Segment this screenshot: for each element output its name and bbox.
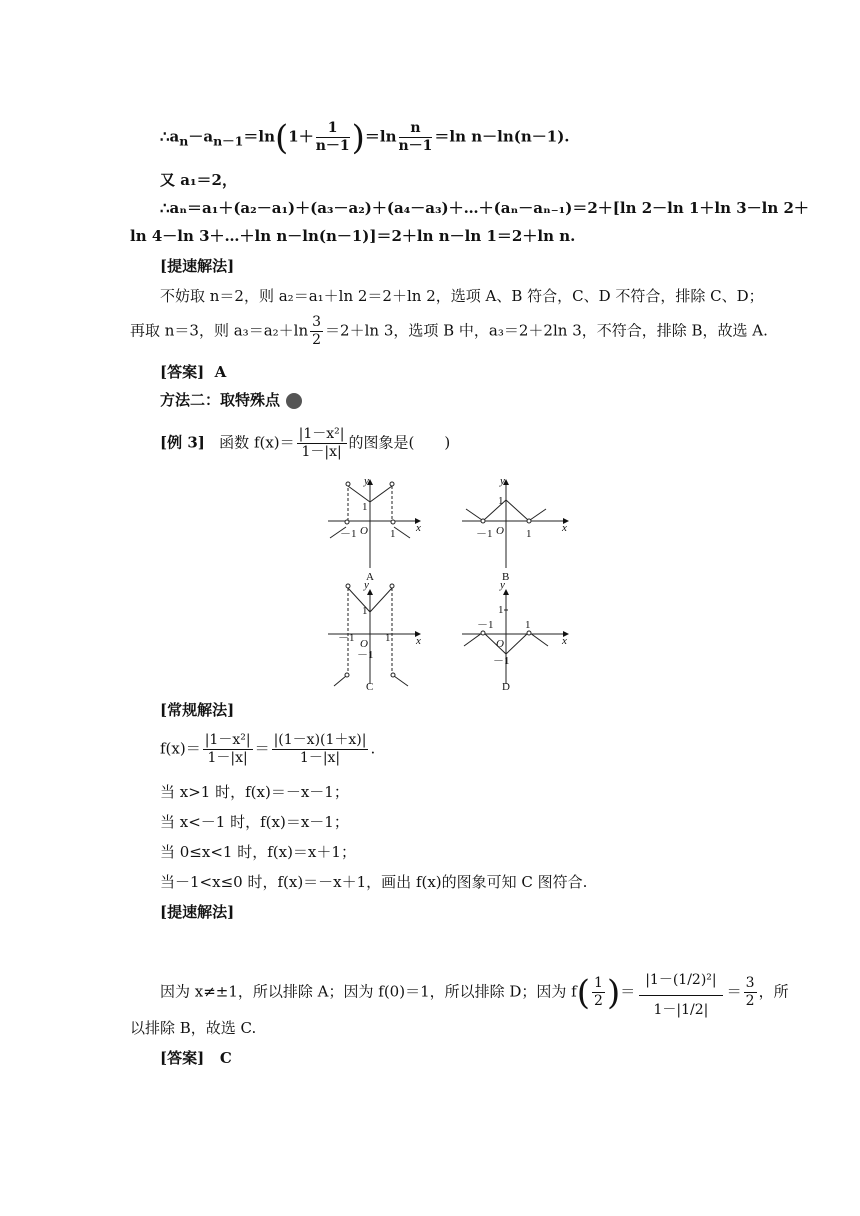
sub-n: n bbox=[179, 133, 189, 149]
graph-c-x-label: x bbox=[416, 635, 421, 647]
text-eq-ln-2: ＝ln bbox=[364, 127, 397, 146]
graph-d-y-label: y bbox=[500, 579, 505, 591]
quick-1-line-2 bbox=[130, 314, 768, 349]
graph-a-neg-one: －1 bbox=[340, 528, 357, 540]
case-3: 当 0≤x<1 时，f(x)＝x＋1； bbox=[160, 843, 356, 861]
frac-num: 1 bbox=[594, 975, 603, 991]
graph-b-y-label: y bbox=[500, 475, 505, 487]
graph-c-origin: O bbox=[360, 638, 368, 650]
frac-den: 1－|x| bbox=[207, 750, 248, 766]
text-pre: f(x)＝ bbox=[160, 739, 201, 758]
frac-num: |1－x²| bbox=[204, 732, 251, 748]
quick-2-line-1 bbox=[160, 966, 789, 1019]
graph-c-y-label: y bbox=[364, 579, 369, 591]
text-tail: 的图象是( ) bbox=[348, 433, 451, 452]
text-tail: ＝2＋ln 3，选项 B 中，a₃＝2＋2ln 3，不符合，排除 B，故选 A. bbox=[325, 321, 768, 340]
graph-b-y-one: 1 bbox=[498, 495, 504, 507]
graph-c-x-one: 1 bbox=[385, 632, 391, 644]
graph-a-origin: O bbox=[360, 525, 368, 537]
heading-quick-2: [提速解法] bbox=[160, 903, 235, 921]
case-1: 当 x>1 时，f(x)＝－x－1； bbox=[160, 783, 349, 801]
graph-d bbox=[462, 590, 568, 684]
graph-b-origin: O bbox=[496, 525, 504, 537]
graph-b bbox=[462, 480, 568, 568]
text-eq: ＝ bbox=[620, 982, 636, 1001]
frac-den: 2 bbox=[594, 993, 603, 1009]
method-2-text: 方法二：取特殊点 bbox=[160, 391, 281, 409]
sub-n-1: n－1 bbox=[213, 133, 244, 149]
text-a: ∴a bbox=[160, 127, 180, 146]
line-sum-cont: ln 4－ln 3＋…＋ln n－ln(n－1)]＝2＋ln n－ln 1＝2＋ln n. bbox=[130, 227, 576, 245]
fraction-1-over-n-1 bbox=[316, 120, 350, 155]
fraction-1 bbox=[203, 732, 253, 767]
graph-c-caption: C bbox=[366, 681, 374, 693]
text-eq-2: ＝ bbox=[726, 982, 742, 1001]
frac-den: 2 bbox=[745, 993, 755, 1009]
graph-d-x-one: 1 bbox=[525, 619, 531, 631]
graph-a-caption: A bbox=[366, 571, 374, 583]
fraction-big bbox=[639, 966, 722, 1019]
frac-den: n－1 bbox=[398, 138, 433, 154]
text-pre: 函数 f(x)＝ bbox=[219, 433, 295, 452]
derivation-line-1 bbox=[160, 117, 570, 158]
answer-value: C bbox=[219, 1049, 232, 1067]
graph-d-origin: O bbox=[496, 638, 504, 650]
left-paren: ( bbox=[275, 117, 289, 158]
graph-c-y-neg-one: －1 bbox=[357, 649, 374, 661]
case-4: 当－1<x≤0 时，f(x)＝－x＋1，画出 f(x)的图象可知 C 图符合. bbox=[160, 873, 588, 891]
right-paren: ) bbox=[606, 972, 621, 1013]
line-sum: ∴aₙ＝a₁＋(a₂－a₁)＋(a₃－a₂)＋(a₄－a₃)＋…＋(aₙ－aₙ₋₁)＝2＋[ln 2－ln 1＋ln 3－ln 2＋ bbox=[160, 199, 809, 217]
line-a1: 又 a₁＝2， bbox=[160, 171, 237, 189]
graph-d-y-one: 1 bbox=[498, 604, 504, 616]
quick-1-line-1: 不妨取 n＝2，则 a₂＝a₁＋ln 2＝2＋ln 2，选项 A、B 符合，C、D 不符合，排除 C、D； bbox=[160, 287, 764, 305]
graph-d-y-neg-one: －1 bbox=[493, 655, 510, 667]
answer-1 bbox=[160, 362, 226, 382]
answer-2 bbox=[160, 1048, 232, 1068]
graph-a-x-label: x bbox=[416, 522, 421, 534]
example-label: [例 3] bbox=[160, 433, 205, 452]
graph-b-x-label: x bbox=[562, 522, 567, 534]
graph-a-x-one: 1 bbox=[390, 528, 396, 540]
left-paren: ( bbox=[576, 972, 591, 1013]
graph-b-caption: B bbox=[502, 571, 510, 583]
graph-b-x-one: 1 bbox=[526, 528, 532, 540]
graph-d-x-label: x bbox=[562, 635, 567, 647]
frac-den: 1－|x| bbox=[299, 750, 341, 766]
text-eq: ＝ bbox=[254, 739, 270, 758]
fraction-3-over-2 bbox=[744, 975, 757, 1010]
graph-a bbox=[328, 480, 420, 568]
case-2: 当 x<－1 时，f(x)＝x－1； bbox=[160, 813, 349, 831]
graph-a-y-one: 1 bbox=[362, 501, 368, 513]
quick-2-line-2: 以排除 B，故选 C. bbox=[130, 1019, 257, 1037]
graph-a-y-label: y bbox=[364, 475, 369, 487]
right-paren: ) bbox=[351, 117, 365, 158]
heading-quick-1: [提速解法] bbox=[160, 257, 235, 275]
frac-num: 1 bbox=[316, 120, 350, 138]
frac-den: 1－|1/2| bbox=[653, 1002, 709, 1018]
fraction-n-over-n-1 bbox=[399, 120, 433, 155]
answer-label: [答案] bbox=[160, 1049, 205, 1067]
graph-c bbox=[328, 584, 420, 686]
frac-num: 3 bbox=[745, 975, 755, 991]
frac-den: 1－|x| bbox=[301, 444, 342, 460]
fraction-f-def bbox=[297, 426, 347, 461]
graph-d-caption: D bbox=[502, 681, 510, 693]
method-2-heading bbox=[160, 390, 302, 410]
fraction-3-over-2 bbox=[310, 314, 323, 349]
text-one-plus: 1＋ bbox=[288, 127, 314, 146]
text-tail: ＝ln n－ln(n－1). bbox=[434, 127, 570, 146]
normal-formula bbox=[160, 732, 375, 767]
frac-num: |(1－x)(1＋x)| bbox=[273, 732, 367, 748]
frac-num: |1－(1/2)²| bbox=[639, 966, 722, 996]
frac-den: n－1 bbox=[315, 138, 350, 154]
graph-d-neg-one: －1 bbox=[477, 619, 494, 631]
answer-value: A bbox=[214, 363, 227, 381]
graph-b-neg-one: －1 bbox=[476, 528, 493, 540]
answer-label: [答案] bbox=[160, 363, 205, 381]
text-pre: 因为 x≠±1，所以排除 A；因为 f(0)＝1，所以排除 D；因为 f bbox=[160, 982, 577, 1001]
fraction-2 bbox=[272, 732, 369, 767]
frac-num: 3 bbox=[312, 314, 322, 330]
frac-num: |1－x²| bbox=[298, 426, 345, 442]
graph-c-y-one: 1 bbox=[362, 605, 368, 617]
text-tail: ，所 bbox=[758, 982, 789, 1001]
frac-num: n bbox=[399, 120, 433, 138]
heading-normal: [常规解法] bbox=[160, 701, 235, 719]
example-3 bbox=[160, 426, 450, 461]
graph-c-neg-one: －1 bbox=[338, 632, 355, 644]
text-eq-ln: ＝ln bbox=[243, 127, 275, 146]
circle-bullet-icon bbox=[286, 393, 302, 409]
text-minus-a: －a bbox=[188, 127, 214, 146]
text-pre: 再取 n＝3，则 a₃＝a₂＋ln bbox=[130, 321, 309, 340]
text-tail: . bbox=[370, 739, 376, 758]
frac-den: 2 bbox=[312, 332, 322, 348]
fraction-half bbox=[592, 975, 605, 1010]
